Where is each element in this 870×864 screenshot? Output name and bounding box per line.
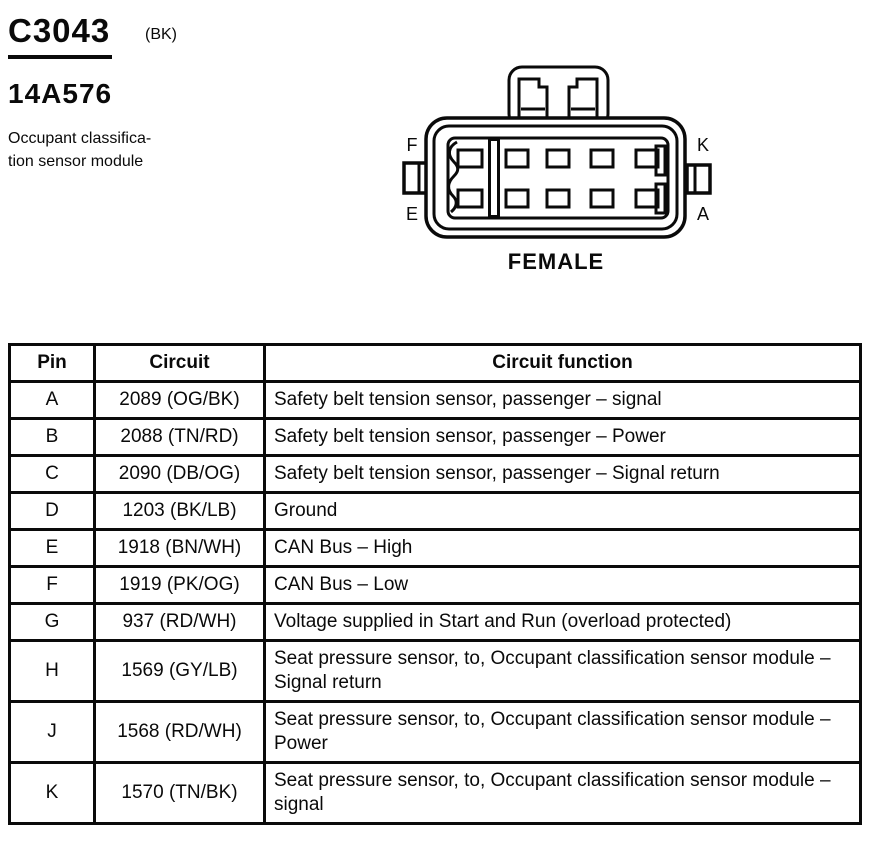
circuit-cell: 937 (RD/WH)	[95, 604, 265, 641]
table-row	[10, 641, 861, 702]
table-row	[10, 763, 861, 824]
table-row	[10, 530, 861, 567]
pin-label-top-left: F	[406, 135, 418, 155]
function-cell: Voltage supplied in Start and Run (overload protected)	[265, 604, 861, 641]
table-row	[10, 604, 861, 641]
col-header-circuit: Circuit	[95, 345, 265, 382]
pin-label-bottom-left: E	[405, 204, 419, 224]
circuit-cell: 1570 (TN/BK)	[95, 763, 265, 824]
pin-cell: E	[10, 530, 95, 567]
function-cell: Seat pressure sensor, to, Occupant classification sensor module – Signal return	[265, 641, 861, 702]
part-number: 14A576	[8, 78, 113, 109]
connector-description-line2: tion sensor module	[8, 153, 144, 170]
function-cell: CAN Bus – Low	[265, 567, 861, 604]
table-row	[10, 456, 861, 493]
function-cell: Seat pressure sensor, to, Occupant classification sensor module – Power	[265, 702, 861, 763]
table-row	[10, 382, 861, 419]
function-cell: Seat pressure sensor, to, Occupant classification sensor module – signal	[265, 763, 861, 824]
circuit-cell: 2089 (OG/BK)	[95, 382, 265, 419]
pin-cell: G	[10, 604, 95, 641]
col-header-function: Circuit function	[265, 345, 861, 382]
col-header-pin: Pin	[10, 345, 95, 382]
circuit-cell: 2090 (DB/OG)	[95, 456, 265, 493]
circuit-cell: 1569 (GY/LB)	[95, 641, 265, 702]
circuit-cell: 2088 (TN/RD)	[95, 419, 265, 456]
connector-gender-caption: FEMALE	[507, 249, 605, 274]
circuit-cell: 1568 (RD/WH)	[95, 702, 265, 763]
connector-description	[8, 127, 151, 173]
connector-body	[426, 118, 685, 237]
circuit-cell: 1203 (BK/LB)	[95, 493, 265, 530]
function-cell: Safety belt tension sensor, passenger – Signal return	[265, 456, 861, 493]
function-cell: Safety belt tension sensor, passenger – signal	[265, 382, 861, 419]
circuit-cell: 1918 (BN/WH)	[95, 530, 265, 567]
table-row	[10, 493, 861, 530]
pinout-table	[8, 343, 862, 825]
pin-cell: D	[10, 493, 95, 530]
connector-description-line1: Occupant classifica-	[8, 130, 152, 147]
pin-cell: F	[10, 567, 95, 604]
table-header-row	[10, 345, 861, 382]
table-row	[10, 567, 861, 604]
circuit-cell: 1919 (PK/OG)	[95, 567, 265, 604]
pin-cell: A	[10, 382, 95, 419]
pin-cell: K	[10, 763, 95, 824]
pin-cell: C	[10, 456, 95, 493]
function-cell: CAN Bus – High	[265, 530, 861, 567]
connector-id: C3043	[8, 12, 112, 59]
pin-cell: B	[10, 419, 95, 456]
pin-cell: J	[10, 702, 95, 763]
connector-diagram	[398, 55, 718, 290]
connector-color-code: (BK)	[145, 26, 177, 43]
pin-label-top-right: K	[696, 135, 710, 155]
function-cell: Safety belt tension sensor, passenger – Power	[265, 419, 861, 456]
table-row	[10, 419, 861, 456]
table-row	[10, 702, 861, 763]
function-cell: Ground	[265, 493, 861, 530]
pin-label-bottom-right: A	[696, 204, 710, 224]
pin-cell: H	[10, 641, 95, 702]
